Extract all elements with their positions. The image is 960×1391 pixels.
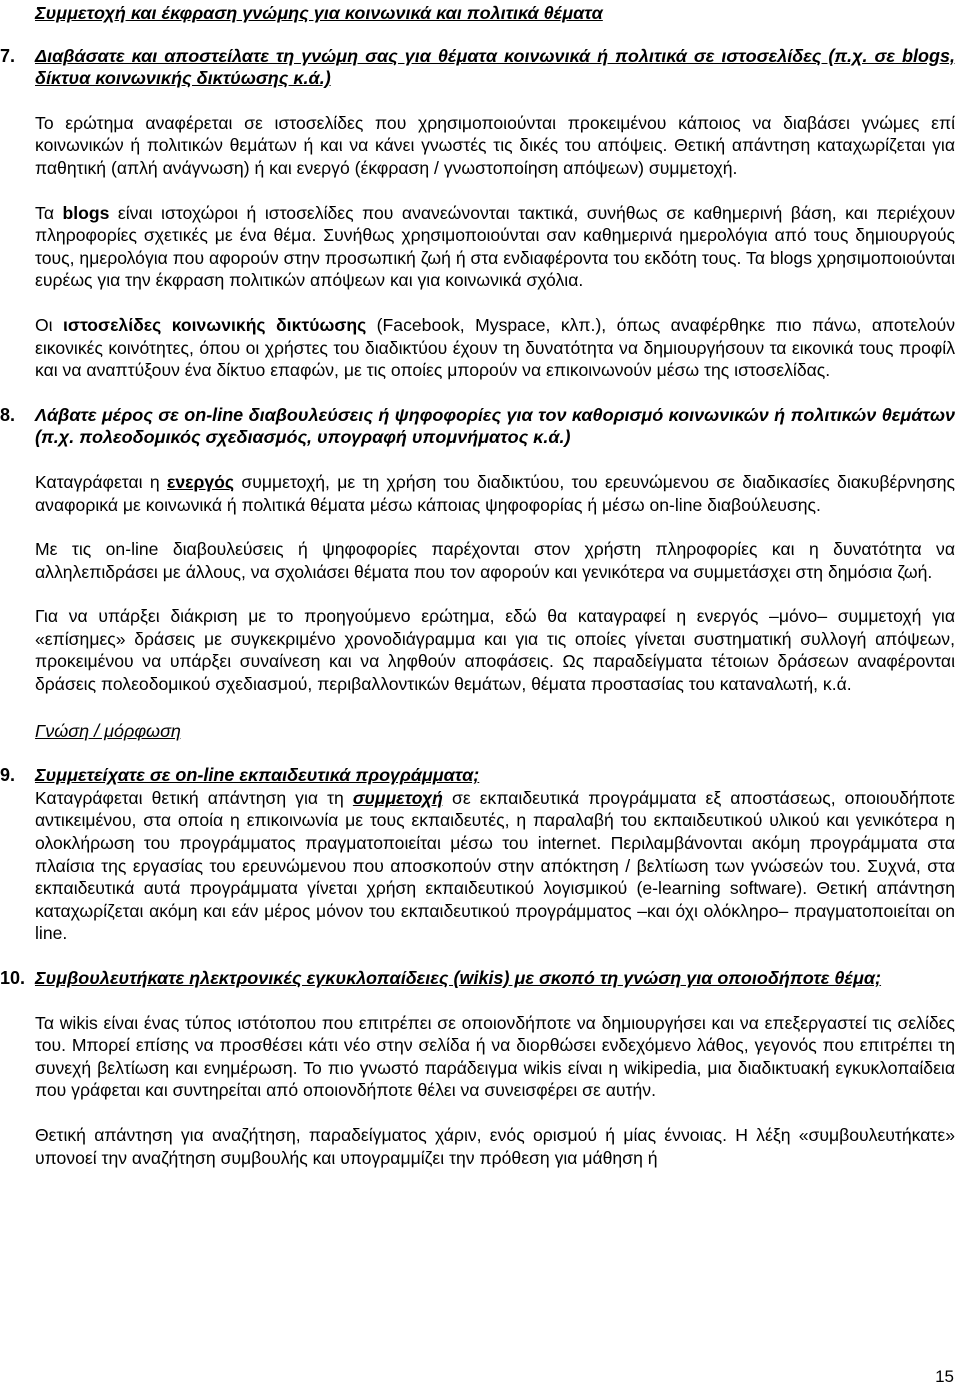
question-title: Συμμετείχατε σε on-line εκπαιδευτικά προγράμματα; [35, 765, 480, 786]
question-title: Συμβουλευτήκατε ηλεκτρονικές εγκυκλοπαίδειες (wikis) με σκοπό τη γνώση για οποιοδήποτε θέμα; [35, 968, 882, 988]
term-social-networks: ιστοσελίδες κοινωνικής δικτύωσης [63, 314, 367, 335]
term-active: ενεργός [167, 471, 235, 492]
paragraph-text: Καταγράφεται θετική απάντηση για τη [35, 787, 353, 808]
question-title: Λάβατε μέρος σε on-line διαβουλεύσεις ή ψηφοφορίες για τον καθορισμό κοινωνικών ή πολιτικών θεμάτων (π.χ. πολεοδομικός σχεδιασμός, υπογραφή υπομνήματος κ.ά.) [35, 404, 955, 448]
paragraph [35, 471, 955, 516]
paragraph [35, 538, 955, 583]
paragraph [35, 1012, 955, 1102]
term-blogs: blogs [62, 202, 110, 223]
paragraph-text: (Facebook, Myspace, κλπ.), όπως αναφέρθηκε πιο πάνω, αποτελούν εικονικές κοινότητες, όπου οι χρήστες του διαδικτύου έχουν τη δυνατότητα να δημιουργήσουν τα εικονικά τους προφίλ και να αναπτύξουν ένα δίκτυο επαφών, με τις οποίες μπορούν να επικοινωνούν μέσω της ιστοσελίδας. [35, 314, 955, 381]
paragraph-text: Θετική απάντηση για αναζήτηση, παραδείγματος χάριν, ενός ορισμού ή μίας έννοιας. Η λέξη «συμβουλευτήκατε» υπονοεί την αναζήτηση συμβουλής και υπογραμμίζει την πρόθεση για μάθηση ή [35, 1124, 955, 1168]
paragraph [35, 314, 955, 382]
question-number: 8. [0, 404, 16, 425]
subsection-heading: Γνώση / μόρφωση [35, 720, 181, 741]
paragraph-text: Καταγράφεται η [35, 471, 167, 492]
paragraph-text: Με τις on-line διαβουλεύσεις ή ψηφοφορίες παρέχονται στον χρήστη πληροφορίες και η δυνατότητα να αλληλεπιδράσει με άλλους, να σχολιάσει θέματα που τον αφορούν και γενικότερα να συμμετάσχει στη δημόσια ζωή. [35, 539, 955, 582]
paragraph-text: Τα [35, 202, 63, 223]
question-8 [0, 404, 955, 449]
paragraph-text: Τα wikis είναι ένας τύπος ιστότοπου που επιτρέπει σε οποιονδήποτε να δημιουργήσει και να επεξεργαστεί τις σελίδες του. Μπορεί επίσης να προσθέσει κάτι νέο στην σελίδα ή να διορθώσει ενδεχόμενο λάθος, γεγονός που επιτρέπει τη συνεχή βελτίωση και ενημέρωση. Το πιο γνωστό παράδειγμα wikis είναι η wikipedia, μια διαδικτυακή εγκυκλοπαίδεια που γράφεται και συντηρείται από οποιονδήποτε θέλει να συνεισφέρει σε αυτήν. [35, 1012, 955, 1101]
question-10 [0, 967, 955, 990]
term-participation: συμμετοχή [352, 787, 443, 808]
paragraph [35, 202, 955, 292]
paragraph-text: είναι ιστοχώροι ή ιστοσελίδες που ανανεώνονται τακτικά, συνήθως σε καθημερινή βάση, και περιέχουν πληροφορίες σχετικές με ένα θέμα. Συνήθως χρησιμοποιούνται σαν καθημερινά ημερολόγια από τους δημιουργούς τους, ημερολόγια που αφορούν στην προσωπική ζωή ή στα ενδιαφέροντα του εκδότη τους. Τα blogs χρησιμοποιούνται ευρέως για την έκφραση πολιτικών απόψεων και για κοινωνικά σχόλια. [35, 202, 956, 291]
paragraph [35, 112, 955, 180]
question-9 [0, 764, 955, 787]
paragraph-text: Το ερώτημα αναφέρεται σε ιστοσελίδες που χρησιμοποιούνται προκειμένου κάποιος να διαβάσει γνώμες επί κοινωνικών ή πολιτικών θεμάτων ή και να κάνει γνωστές τις δικές του απόψεις. Θετική απάντηση καταχωρίζεται για παθητική (απλή ανάγνωση) ή και ενεργό (έκφραση / γνωστοποίηση απόψεων) συμμετοχή. [35, 112, 955, 178]
section-heading: Συμμετοχή και έκφραση γνώμης για κοινωνικά και πολιτικά θέματα [35, 3, 603, 23]
paragraph [35, 787, 955, 945]
paragraph [35, 605, 955, 695]
question-number: 7. [0, 45, 16, 66]
paragraph-text: συμμετοχή, με τη χρήση του διαδικτύου, του ερευνώμενου σε διαδικασίες διακυβέρνησης αναφορικά με κοινωνικά ή πολιτικά θέματα μέσω κάποιας ψηφοφορίας ή μέσω on-line διαβούλευσης. [35, 471, 956, 515]
page-number: 15 [935, 1367, 954, 1386]
question-title: Διαβάσατε και αποστείλατε τη γνώμη σας για θέματα κοινωνικά ή πολιτικά σε ιστοσελίδες (π.χ. σε blogs, δίκτυα κοινωνικής δικτύωσης κ.ά.) [35, 45, 955, 89]
paragraph-text: Για να υπάρξει διάκριση με το προηγούμενο ερώτημα, εδώ θα καταγραφεί η ενεργός –μόνο– συμμετοχή για «επίσημες» δράσεις με συγκεκριμένο χρονοδιάγραμμα και για τις οποίες γίνεται συστηματική συλλογή απόψεων, προκειμένου να υπάρξει συναίνεση και να ληφθούν αποφάσεις. Ως παραδείγματα τέτοιων δράσεων αναφέρονται δράσεις πολεοδομικού σχεδιασμού, περιβαλλοντικών θεμάτων, θέματα προστασίας του καταναλωτή, κ.ά. [35, 606, 955, 695]
paragraph-text: σε εκπαιδευτικά προγράμματα εξ αποστάσεως, οποιουδήποτε αντικειμένου, στα οποία η επικοινωνία με τους εκπαιδευτές, η παραλαβή του εκπαιδευτικού υλικού και γενικότερα η ολοκλήρωση του προγράμματος πραγματοποιείται μέσω του internet. Περιλαμβάνονται ακόμη προγράμματα στα πλαίσια της εργασίας του ερευνώμενου που αποσκοπούν στην απόκτηση / βελτίωση των γνώσεών του. Συχνά, στα εκπαιδευτικά αυτά προγράμματα γίνεται χρήση εκπαιδευτικού λογισμικού (e-learning software). Θετική απάντηση καταχωρίζεται ακόμη και εάν μέρος μόνον του εκπαιδευτικού προγράμματος –και όχι ολόκληρο– πραγματοποιείται on line. [35, 787, 955, 944]
paragraph-text: Οι [35, 314, 64, 335]
paragraph [35, 1124, 955, 1169]
question-number: 9. [0, 765, 16, 786]
question-7 [0, 45, 955, 90]
question-number: 10. [0, 968, 26, 988]
